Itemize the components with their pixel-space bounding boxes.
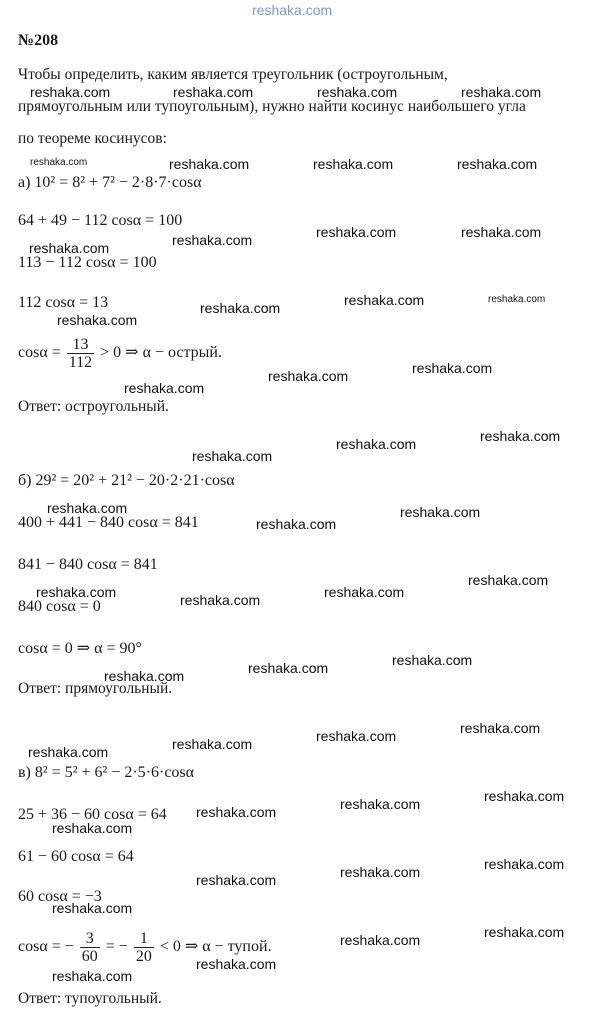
watermark: reshaka.com xyxy=(196,956,277,972)
part-a-equation-5 xyxy=(18,336,222,371)
part-a-equation-4: 112 cosα = 13 xyxy=(18,294,109,311)
watermark: reshaka.com xyxy=(172,736,253,752)
watermark: reshaka.com xyxy=(52,900,133,916)
watermark: reshaka.com xyxy=(256,516,337,532)
part-a-equation-2: 64 + 49 − 112 cosα = 100 xyxy=(18,212,183,229)
watermark: reshaka.com xyxy=(196,872,277,888)
watermark: reshaka.com xyxy=(344,292,425,308)
watermark: reshaka.com xyxy=(316,224,397,240)
part-c-eq5-rhs: < 0 ⇒ α − тупой. xyxy=(159,938,272,956)
part-a-fraction xyxy=(67,336,94,371)
watermark: reshaka.com xyxy=(28,744,109,760)
problem-title: №208 xyxy=(18,32,59,49)
part-c-eq5-mid: = − xyxy=(105,938,128,956)
watermark: reshaka.com xyxy=(192,448,273,464)
watermark: reshaka.com xyxy=(460,720,541,736)
watermark: reshaka.com xyxy=(317,84,398,100)
watermark: reshaka.com xyxy=(461,224,542,240)
watermark: reshaka.com xyxy=(124,380,205,396)
watermark: reshaka.com xyxy=(340,932,421,948)
part-b-equation-2: 400 + 441 − 840 cosα = 841 xyxy=(18,514,199,531)
part-b-equation-1: б) 29² = 20² + 21² − 20·2·21·cosα xyxy=(18,472,235,489)
intro-line-3: по теореме косинусов: xyxy=(18,130,167,147)
part-c-equation-3: 61 − 60 cosα = 64 xyxy=(18,848,134,865)
part-c-equation-2: 25 + 36 − 60 cosα = 64 xyxy=(18,806,167,823)
watermark: reshaka.com xyxy=(484,788,565,804)
watermark: reshaka.com xyxy=(36,584,117,600)
watermark: reshaka.com xyxy=(457,156,538,172)
site-header-watermark: reshaka.com xyxy=(252,2,333,18)
watermark: reshaka.com xyxy=(172,232,253,248)
watermark: reshaka.com xyxy=(461,84,542,100)
watermark: reshaka.com xyxy=(340,864,421,880)
watermark: reshaka.com xyxy=(173,84,254,100)
watermark: reshaka.com xyxy=(52,968,133,984)
watermark: reshaka.com xyxy=(268,368,349,384)
watermark: reshaka.com xyxy=(29,240,110,256)
watermark: reshaka.com xyxy=(200,300,281,316)
watermark: reshaka.com xyxy=(412,360,493,376)
part-a-eq5-lhs: cosα = xyxy=(18,344,61,362)
watermark: reshaka.com xyxy=(484,856,565,872)
part-b-equation-4: 840 cosα = 0 xyxy=(18,598,101,615)
watermark: reshaka.com xyxy=(248,660,329,676)
watermark: reshaka.com xyxy=(480,428,561,444)
part-b-equation-3: 841 − 840 cosα = 841 xyxy=(18,556,158,573)
watermark: reshaka.com xyxy=(488,294,546,305)
part-a-eq5-rhs: > 0 ⇒ α − острый. xyxy=(100,344,222,362)
watermark: reshaka.com xyxy=(104,668,185,684)
watermark: reshaka.com xyxy=(52,820,133,836)
watermark: reshaka.com xyxy=(484,924,565,940)
part-a-fraction-numerator: 13 xyxy=(67,336,94,354)
part-a-equation-1: а) 10² = 8² + 7² − 2·8·7·cosα xyxy=(18,174,202,191)
part-b-answer: Ответ: прямоугольный. xyxy=(18,680,173,697)
part-a-equation-3: 113 − 112 cosα = 100 xyxy=(18,254,157,271)
part-c-equation-4: 60 cosα = −3 xyxy=(18,888,102,905)
part-c-fraction-1 xyxy=(80,930,100,965)
watermark: reshaka.com xyxy=(30,157,88,168)
watermark: reshaka.com xyxy=(324,584,405,600)
watermark: reshaka.com xyxy=(180,592,261,608)
watermark: reshaka.com xyxy=(400,504,481,520)
part-c-fraction-2-numerator: 1 xyxy=(134,930,154,948)
watermark: reshaka.com xyxy=(316,728,397,744)
watermark: reshaka.com xyxy=(47,500,128,516)
watermark: reshaka.com xyxy=(30,84,111,100)
part-a-fraction-denominator: 112 xyxy=(68,354,93,371)
part-c-fraction-1-denominator: 60 xyxy=(81,948,98,965)
watermark: reshaka.com xyxy=(336,436,417,452)
part-c-answer: Ответ: тупоугольный. xyxy=(18,990,162,1007)
part-b-equation-5: cosα = 0 ⇒ α = 90° xyxy=(18,640,142,657)
watermark: reshaka.com xyxy=(196,804,277,820)
part-c-eq5-lhs: cosα = − xyxy=(18,938,74,956)
watermark: reshaka.com xyxy=(340,796,421,812)
intro-line-1: Чтобы определить, каким является треугольник (остроугольным, xyxy=(18,66,448,83)
watermark: reshaka.com xyxy=(313,156,394,172)
watermark: reshaka.com xyxy=(57,312,138,328)
watermark: reshaka.com xyxy=(468,572,549,588)
part-c-equation-1: в) 8² = 5² + 6² − 2·5·6·cosα xyxy=(18,764,195,781)
part-c-fraction-2-denominator: 20 xyxy=(135,948,152,965)
part-c-fraction-1-numerator: 3 xyxy=(80,930,100,948)
part-c-fraction-2 xyxy=(134,930,154,965)
intro-line-2: прямоугольным или тупоугольным), нужно найти косинус наибольшего угла xyxy=(18,98,526,115)
watermark: reshaka.com xyxy=(169,156,250,172)
part-a-answer: Ответ: остроугольный. xyxy=(18,398,169,415)
watermark: reshaka.com xyxy=(392,652,473,668)
